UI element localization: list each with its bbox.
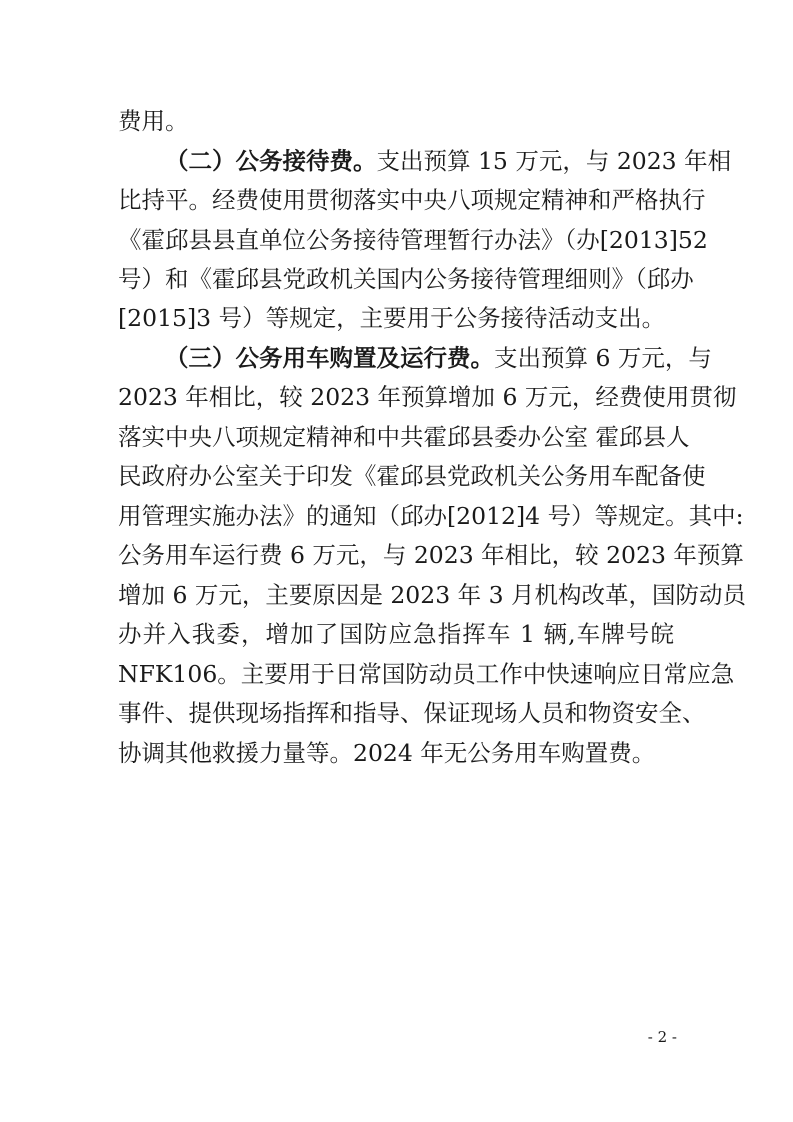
- page-number: - 2 -: [647, 1028, 677, 1046]
- text-line: 协调其他救援力量等。2024 年无公务用车购置费。: [118, 739, 656, 767]
- text-line: （二）公务接待费。支出预算 15 万元，与 2023 年相: [165, 147, 732, 175]
- section-heading: （三）公务用车购置及运行费。: [165, 344, 494, 372]
- text-line: [2015]3 号）等规定，主要用于公务接待活动支出。: [118, 304, 666, 332]
- text-line: 2023 年相比，较 2023 年预算增加 6 万元，经费使用贯彻: [118, 383, 737, 411]
- text-line: 比持平。经费使用贯彻落实中央八项规定精神和严格执行: [118, 186, 706, 214]
- text-line: （三）公务用车购置及运行费。支出预算 6 万元，与: [165, 344, 712, 372]
- text-line: 费用。: [118, 107, 189, 135]
- section-heading: （二）公务接待费。: [165, 147, 377, 175]
- text-line: 用管理实施办法》的通知（邱办[2012]4 号）等规定。其中:: [118, 502, 744, 530]
- text-line: 落实中央八项规定精神和中共霍邱县委办公室 霍邱县人: [118, 423, 690, 451]
- text-line: 事件、提供现场指挥和指导、保证现场人员和物资安全、: [118, 699, 706, 727]
- text-line: 公务用车运行费 6 万元，与 2023 年相比，较 2023 年预算: [118, 541, 744, 569]
- text-line: 《霍邱县县直单位公务接待管理暂行办法》（办[2013]52: [118, 226, 708, 254]
- text-line: 办并入我委，增加了国防应急指挥车 1 辆,车牌号皖: [118, 620, 674, 648]
- text-line: 号）和《霍邱县党政机关国内公务接待管理细则》（邱办: [118, 265, 694, 293]
- text-line: NFK106。主要用于日常国防动员工作中快速响应日常应急: [118, 660, 735, 688]
- text-line: 民政府办公室关于印发《霍邱县党政机关公务用车配备使: [118, 462, 706, 490]
- text-line: 增加 6 万元，主要原因是 2023 年 3 月机构改革，国防动员: [118, 581, 747, 609]
